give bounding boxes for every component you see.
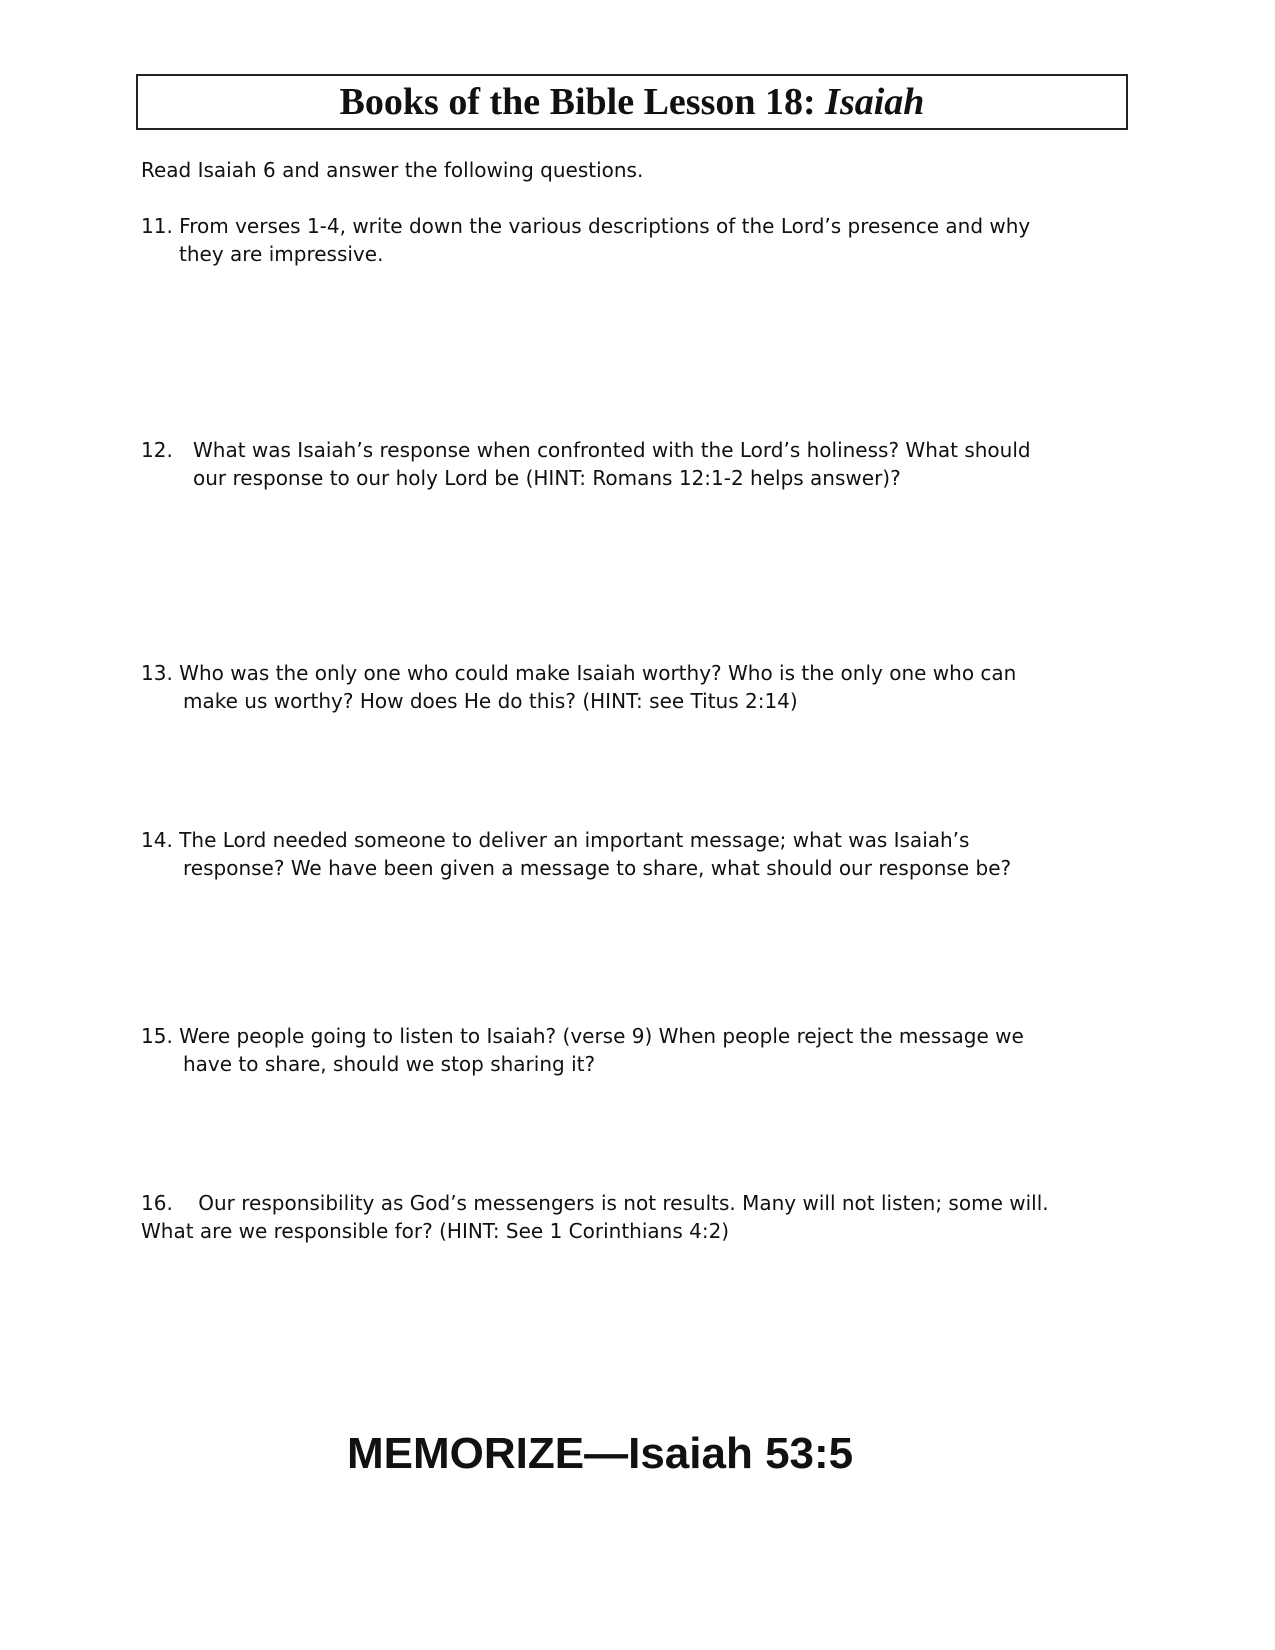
question-text: From verses 1-4, write down the various descriptions of the Lord’s presence and why <box>179 214 1031 238</box>
question-15 <box>141 1022 1131 1078</box>
question-line-2: our response to our holy Lord be (HINT: Romans 12:1-2 helps answer)? <box>193 466 901 490</box>
question-text: The Lord needed someone to deliver an important message; what was Isaiah’s <box>179 828 970 852</box>
question-line-1 <box>141 659 1131 687</box>
question-number: 11. <box>141 214 173 238</box>
question-line-2: make us worthy? How does He do this? (HINT: see Titus 2:14) <box>183 689 798 713</box>
page-title <box>136 74 1128 130</box>
question-line-1 <box>141 436 1131 464</box>
question-line-1 <box>141 1022 1131 1050</box>
question-line-2: response? We have been given a message to share, what should our response be? <box>183 856 1012 880</box>
question-text: Who was the only one who could make Isaiah worthy? Who is the only one who can <box>179 661 1017 685</box>
question-16 <box>141 1189 1131 1245</box>
question-number: 14. <box>141 828 173 852</box>
question-line-1 <box>141 212 1131 240</box>
question-text: What was Isaiah’s response when confronted with the Lord’s holiness? What should <box>193 438 1031 462</box>
question-text: Our responsibility as God’s messengers is not results. Many will not listen; some will. <box>198 1191 1049 1215</box>
question-line-2: have to share, should we stop sharing it? <box>183 1052 596 1076</box>
question-12 <box>141 436 1131 492</box>
question-11 <box>141 212 1131 268</box>
title-main: Books of the Bible Lesson 18: <box>339 81 826 123</box>
question-line-2: they are impressive. <box>179 242 384 266</box>
question-line-1 <box>141 826 1131 854</box>
memorize-verse: MEMORIZE—Isaiah 53:5 <box>347 1429 854 1478</box>
question-number: 15. <box>141 1024 173 1048</box>
question-line-2: What are we responsible for? (HINT: See 1 Corinthians 4:2) <box>141 1219 730 1243</box>
question-13 <box>141 659 1131 715</box>
question-14 <box>141 826 1131 882</box>
question-line-1 <box>141 1189 1131 1217</box>
question-number: 13. <box>141 661 173 685</box>
title-book: Isaiah <box>825 81 925 123</box>
question-text: Were people going to listen to Isaiah? (verse 9) When people reject the message we <box>179 1024 1024 1048</box>
instructions: Read Isaiah 6 and answer the following questions. <box>141 158 644 182</box>
question-number: 12. <box>141 438 173 462</box>
question-number: 16. <box>141 1191 173 1215</box>
